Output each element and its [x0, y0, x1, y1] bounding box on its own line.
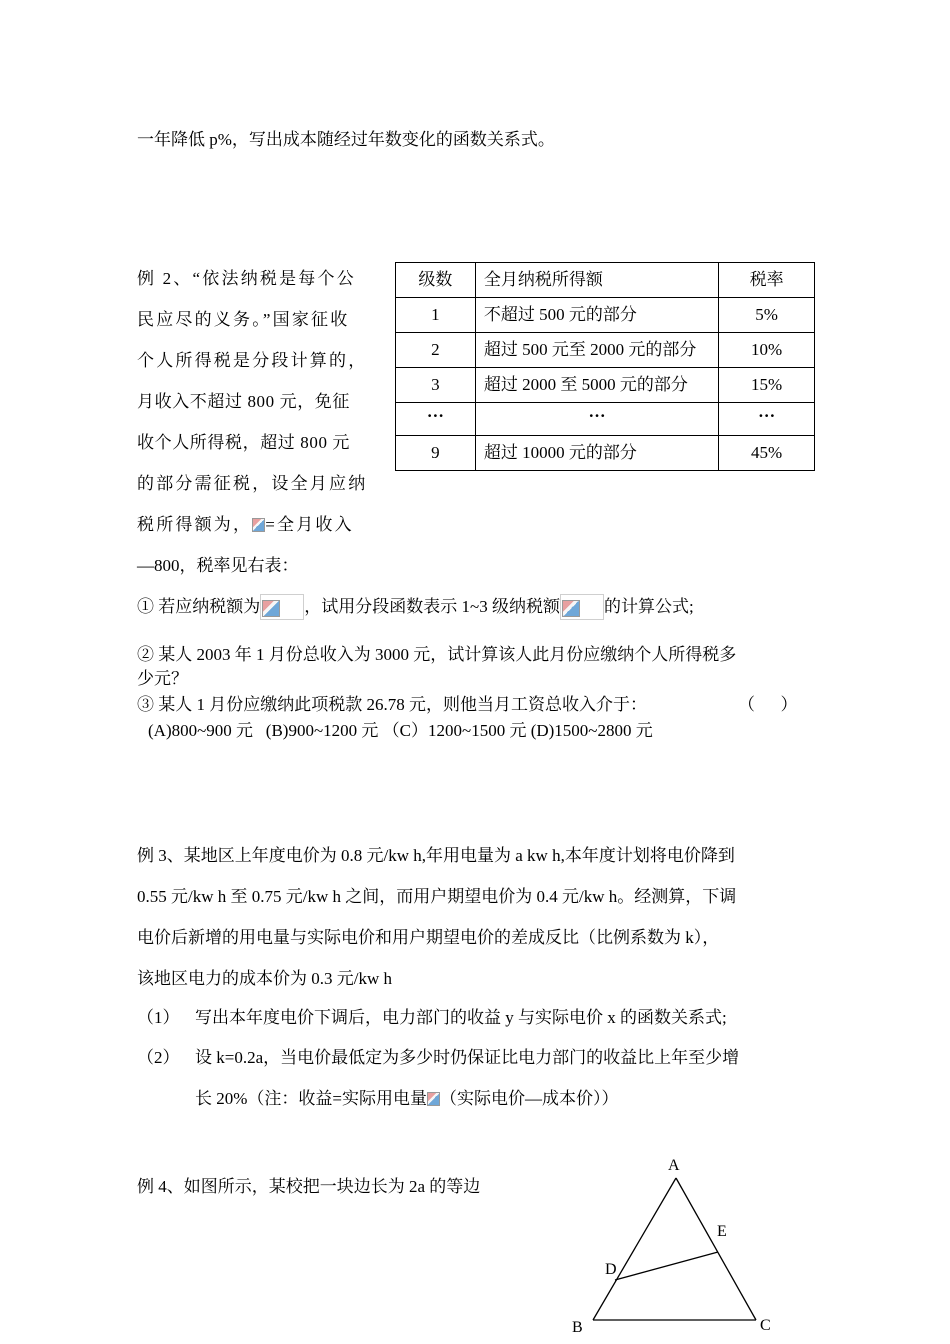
- table-header-row: [396, 263, 815, 298]
- formula-image-icon: [260, 594, 304, 620]
- formula-image-icon: [252, 518, 265, 532]
- vertex-label-b: B: [572, 1319, 583, 1336]
- example2-line: 民应尽的义务。”国家征收: [137, 310, 350, 329]
- example4-text: 例 4、如图所示，某校把一块边长为 2a 的等边: [137, 1177, 481, 1196]
- table-cell: 超过 10000 元的部分: [475, 436, 718, 471]
- example2-line7-tail: =全月收入: [265, 515, 354, 534]
- example3-line: 电价后新增的用电量与实际电价和用户期望电价的差成反比（比例系数为 k），: [137, 928, 720, 947]
- table-row: [396, 436, 815, 471]
- item-1-text: 写出本年度电价下调后，电力部门的收益 y 与实际电价 x 的函数关系式;: [195, 1008, 727, 1027]
- question-1: [137, 592, 694, 620]
- table-cell: 9: [396, 436, 476, 471]
- example2-line: 的部分需征税，设全月应纳: [137, 474, 368, 493]
- answer-paren: （ ）: [738, 695, 798, 714]
- formula-image-icon: [427, 1092, 440, 1106]
- table-cell: …: [475, 403, 718, 436]
- table-cell: 15%: [719, 368, 815, 403]
- item-2-text: 设 k=0.2a，当电价最低定为多少时仍保证比电力部门的收益比上年至少增: [195, 1048, 740, 1067]
- example2-line: 例 2、“依法纳税是每个公: [137, 269, 356, 288]
- table-row: [396, 333, 815, 368]
- table-cell: 5%: [719, 298, 815, 333]
- table-cell: 超过 2000 至 5000 元的部分: [475, 368, 718, 403]
- table-header-cell: 税率: [719, 263, 815, 298]
- table-cell: 不超过 500 元的部分: [475, 298, 718, 333]
- table-cell: 1: [396, 298, 476, 333]
- table-cell: 10%: [719, 333, 815, 368]
- question-3-options: (A)800~900 元 (B)900~1200 元 （C）1200~1500 元 (D)1500~2800 元: [148, 721, 653, 740]
- example2-line: 税所得额为，: [137, 515, 253, 534]
- question-1-part-b: ，试用分段函数表示 1~3 级纳税额: [304, 597, 560, 616]
- table-row: [396, 298, 815, 333]
- question-2-line2: 少元？: [137, 669, 188, 688]
- item-2-continuation: 长 20%（注：收益=实际用电量: [195, 1089, 427, 1108]
- vertex-label-c: C: [760, 1317, 771, 1334]
- item-number: （1）: [137, 1008, 180, 1027]
- table-header-cell: 级数: [396, 263, 476, 298]
- table-cell: …: [396, 403, 476, 436]
- example3-line: 该地区电力的成本价为 0.3 元/kw h: [137, 969, 392, 988]
- vertex-label-a: A: [668, 1157, 680, 1174]
- table-cell: 3: [396, 368, 476, 403]
- table-cell: …: [719, 403, 815, 436]
- item-2-continuation-tail: （实际电价—成本价））: [440, 1089, 619, 1108]
- intro-line: 一年降低 p%，写出成本随经过年数变化的函数关系式。: [137, 130, 555, 149]
- question-3: ③ 某人 1 月份应缴纳此项税款 26.78 元，则他当月工资总收入介于：: [137, 695, 647, 714]
- example2-line: 收个人所得税，超过 800 元: [137, 433, 350, 452]
- item-number: （2）: [137, 1048, 180, 1067]
- table-row: [396, 403, 815, 436]
- example2-line: 个人所得税是分段计算的，: [137, 351, 368, 370]
- side-ac: [676, 1178, 756, 1320]
- triangle-diagram: [560, 1150, 800, 1340]
- question-1-part-c: 的计算公式;: [603, 597, 694, 616]
- example2-line8: —800，税率见右表：: [137, 556, 299, 575]
- table-header-cell: 全月纳税所得额: [475, 263, 718, 298]
- table-cell: 超过 500 元至 2000 元的部分: [475, 333, 718, 368]
- example3-line: 例 3、某地区上年度电价为 0.8 元/kw h,年用电量为 a kw h,本年度计划将电价降到: [137, 846, 735, 865]
- example2-line: 月收入不超过 800 元，免征: [137, 392, 350, 411]
- formula-image-icon: [560, 594, 604, 620]
- question-1-part-a: ① 若应纳税额为: [137, 597, 261, 616]
- table-row: [396, 368, 815, 403]
- example3-line: 0.55 元/kw h 至 0.75 元/kw h 之间，而用户期望电价为 0.4 元/kw h。经测算，下调: [137, 887, 737, 906]
- point-label-e: E: [717, 1223, 727, 1240]
- point-label-d: D: [605, 1261, 617, 1278]
- tax-rate-table: [395, 262, 815, 471]
- table-cell: 45%: [719, 436, 815, 471]
- table-cell: 2: [396, 333, 476, 368]
- question-2-line1: ② 某人 2003 年 1 月份总收入为 3000 元，试计算该人此月份应缴纳个人所得税多: [137, 645, 737, 664]
- side-ab: [593, 1178, 676, 1320]
